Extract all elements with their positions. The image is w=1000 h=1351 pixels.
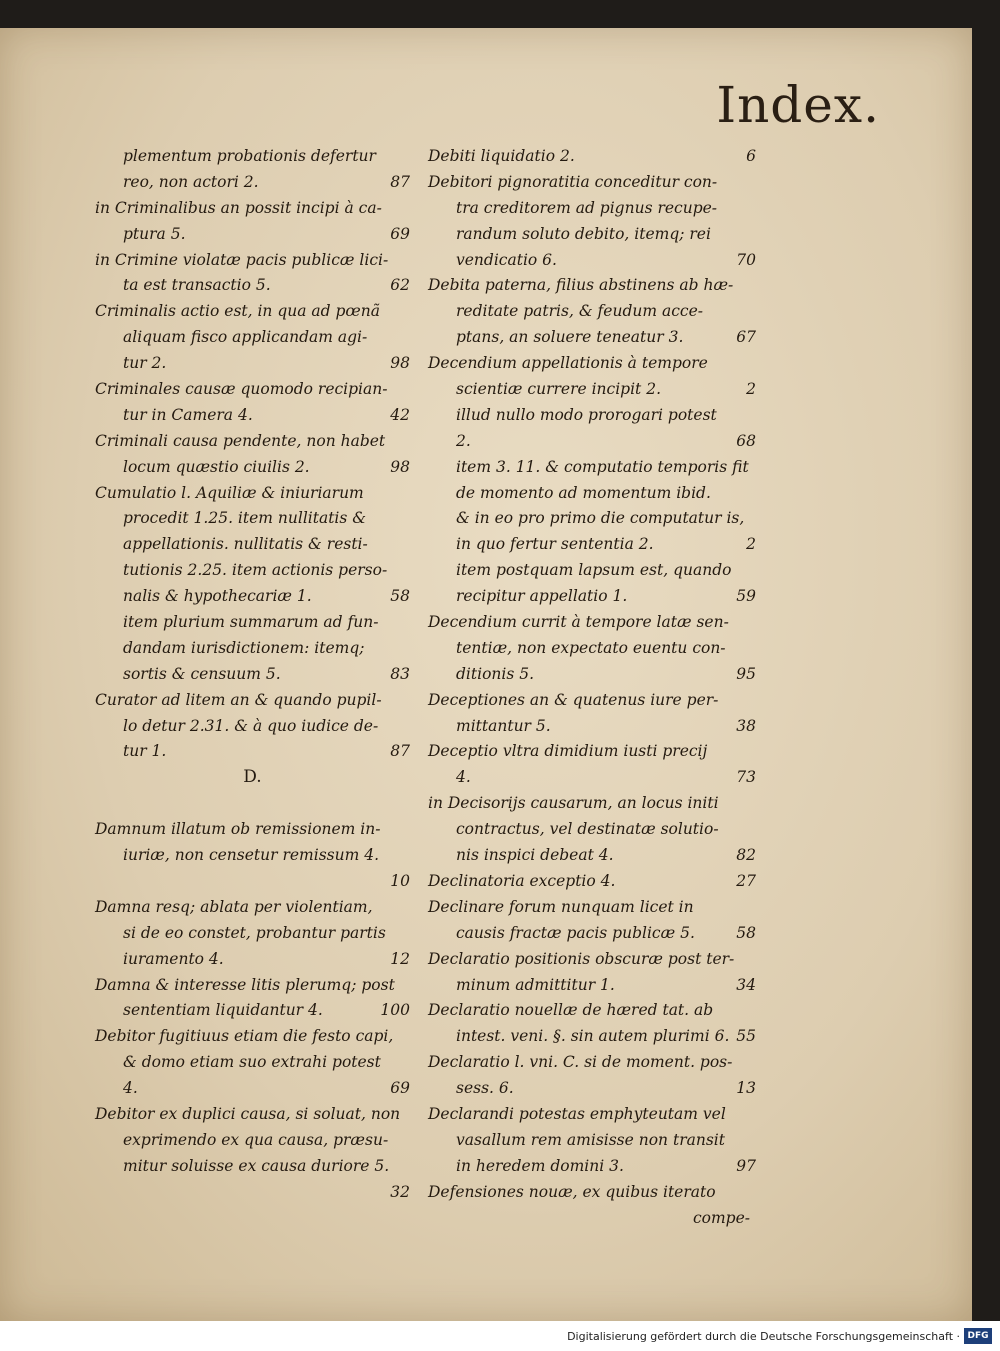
entry-line: sortis & censuum 5. (123, 664, 281, 683)
entry-line: 2. (456, 431, 471, 450)
entry-line: contractus, vel destinatæ solutio- (456, 820, 719, 839)
page-number: 27 (736, 871, 756, 890)
page-number: 12 (390, 949, 410, 968)
index-entry (428, 869, 756, 895)
entry-line: Criminalis actio est, in qua ad pœnã (95, 302, 380, 321)
entry-line: iuramento 4. (123, 949, 224, 968)
entry-line: tentiæ, non expectato euentu con- (456, 638, 726, 657)
entry-line: Declarandi potestas emphyteutam vel (428, 1104, 726, 1123)
entry-line: vasallum rem amisisse non transit (456, 1130, 725, 1149)
section-spacer (95, 791, 410, 817)
entry-line: Curator ad litem an & quando pupil- (95, 690, 382, 709)
entry-line: nis inspici debeat 4. (456, 846, 614, 865)
index-entry (428, 791, 756, 869)
page-number: 58 (390, 587, 410, 606)
entry-line: locum quæstio ciuilis 2. (123, 457, 310, 476)
entry-line: Cumulatio l. Aquiliæ & iniuriarum (95, 483, 364, 502)
index-entry (428, 610, 756, 688)
page-title: Index. (716, 76, 880, 134)
index-entry (95, 895, 410, 973)
entry-line: Damnum illatum ob remissionem in- (95, 820, 381, 839)
index-entry (95, 299, 410, 377)
entry-line: ptura 5. (123, 224, 186, 243)
page-number: 68 (736, 431, 756, 450)
index-entry (428, 170, 756, 274)
entry-line: Declinare forum nunquam licet in (428, 897, 694, 916)
entry-line: scientiæ currere incipit 2. (456, 380, 661, 399)
entry-line: dandam iurisdictionem: itemq; (123, 638, 365, 657)
entry-line: item postquam lapsum est, quando (456, 561, 732, 580)
entry-line: minum admittitur 1. (456, 975, 615, 994)
index-entry (428, 739, 756, 791)
entry-line: de momento ad momentum ibid. (456, 483, 711, 502)
entry-line: ta est transactio 5. (123, 276, 271, 295)
entry-line: 4. (123, 1079, 138, 1098)
dfg-logo-icon: DFG (964, 1328, 992, 1344)
page-number: 42 (390, 405, 410, 424)
entry-line: Debita paterna, filius abstinens ab hæ- (428, 276, 734, 295)
page-number: 69 (390, 1079, 410, 1098)
index-entry (95, 248, 410, 300)
entry-line: tra creditorem ad pignus recupe- (456, 198, 718, 217)
entry-line: & in eo pro primo die computatur is, (456, 509, 745, 528)
page-number: 2 (746, 380, 756, 399)
index-entry (428, 506, 756, 558)
entry-line: & domo etiam suo extrahi potest (123, 1053, 381, 1072)
entry-line: aliquam fisco applicandam agi- (123, 328, 368, 347)
index-entry (428, 998, 756, 1050)
page-number: 34 (736, 975, 756, 994)
index-entry (95, 481, 410, 610)
index-entry (428, 1206, 756, 1232)
page-number: 2 (746, 535, 756, 554)
page-number: 82 (736, 846, 756, 865)
entry-line: sententiam liquidantur 4. (123, 1001, 323, 1020)
index-entry (95, 196, 410, 248)
entry-line: Debiti liquidatio 2. (428, 147, 575, 165)
entry-line: in Crimine violatæ pacis publicæ lici- (95, 250, 389, 269)
page-number: 67 (736, 328, 756, 347)
index-entry (95, 817, 410, 895)
entry-line: Decendium currit à tempore latæ sen- (428, 613, 729, 632)
entry-line: reditate patris, & feudum acce- (456, 302, 703, 321)
entry-line: reo, non actori 2. (123, 172, 259, 191)
entry-line: intest. veni. §. sin autem plurimi 6. (456, 1027, 730, 1046)
entry-line: plementum probationis defertur (123, 147, 376, 165)
index-entry (95, 610, 410, 688)
entry-line: mittantur 5. (456, 716, 551, 735)
entry-line: Criminali causa pendente, non habet (95, 431, 386, 450)
index-entry (428, 1050, 756, 1102)
page-number: 98 (390, 457, 410, 476)
page-number: 95 (736, 664, 756, 683)
footer-bar (0, 1321, 1000, 1351)
entry-line: nalis & hypothecariæ 1. (123, 587, 312, 606)
index-entry (428, 351, 756, 403)
entry-line: sess. 6. (456, 1079, 514, 1098)
index-entry (95, 429, 410, 481)
entry-line: mitur soluisse ex causa duriore 5. (123, 1156, 390, 1175)
entry-line: Declaratio l. vni. C. si de moment. pos- (428, 1053, 733, 1072)
index-entry (428, 895, 756, 947)
page-number: 87 (390, 742, 410, 761)
index-entry (428, 1102, 756, 1180)
entry-line: tur 2. (123, 354, 167, 373)
page-number: 13 (736, 1079, 756, 1098)
entry-line: si de eo constet, probantur partis (123, 923, 386, 942)
entry-line: in quo fertur sententia 2. (456, 535, 654, 554)
entry-line: Damna resq; ablata per violentiam, (95, 897, 373, 916)
page-number: 6 (746, 147, 756, 165)
entry-line: in Decisorijs causarum, an locus initi (428, 794, 719, 813)
entry-line: Debitor ex duplici causa, si soluat, non (95, 1104, 401, 1123)
page-number: 69 (390, 224, 410, 243)
entry-line: Damna & interesse litis plerumq; post (95, 975, 395, 994)
page-number: 10 (390, 871, 410, 890)
page-number: 62 (390, 276, 410, 295)
scanned-page (0, 28, 972, 1321)
entry-line: lo detur 2.31. & à quo iudice de- (123, 716, 379, 735)
index-entry (95, 377, 410, 429)
page-number: 32 (390, 1182, 410, 1201)
entry-line: Declinatoria exceptio 4. (428, 871, 616, 890)
index-entry (428, 273, 756, 351)
entry-line: Deceptio vltra dimidium iusti precij (428, 742, 708, 761)
entry-line: randum soluto debito, itemq; rei (456, 224, 711, 243)
page-number: 58 (736, 923, 756, 942)
page-number: 59 (736, 587, 756, 606)
index-column-right (428, 144, 756, 1231)
entry-line: Defensiones nouæ, ex quibus iterato (428, 1182, 716, 1201)
entry-line: tutionis 2.25. item actionis perso- (123, 561, 388, 580)
entry-line: in Criminalibus an possit incipi à ca- (95, 198, 382, 217)
entry-line: compe- (692, 1208, 750, 1227)
entry-line: tur in Camera 4. (123, 405, 253, 424)
entry-line: exprimendo ex qua causa, præsu- (123, 1130, 389, 1149)
index-column-left (95, 144, 410, 1206)
entry-line: tur 1. (123, 742, 167, 761)
index-entry (428, 947, 756, 999)
page-number: 70 (736, 250, 756, 269)
entry-line: vendicatio 6. (456, 250, 557, 269)
page-number: 100 (380, 1001, 410, 1020)
entry-line: Deceptiones an & quatenus iure per- (428, 690, 719, 709)
page-number: 87 (390, 172, 410, 191)
page-number: 98 (390, 354, 410, 373)
entry-line: recipitur appellatio 1. (456, 587, 628, 606)
page-number: 38 (736, 716, 756, 735)
index-entry (428, 1180, 756, 1206)
index-entry (95, 1024, 410, 1102)
entry-line: Debitori pignoratitia conceditur con- (428, 172, 718, 191)
page-number: 83 (390, 664, 410, 683)
entry-line: Criminales causæ quomodo recipian- (95, 380, 388, 399)
entry-line: in heredem domini 3. (456, 1156, 624, 1175)
page-number: 55 (736, 1027, 756, 1046)
index-entry (95, 973, 410, 1025)
entry-line: item plurium summarum ad fun- (123, 613, 379, 632)
entry-line: illud nullo modo prorogari potest (456, 405, 717, 424)
page-number: 97 (736, 1156, 756, 1175)
index-entry (428, 688, 756, 740)
entry-line: causis fractæ pacis publicæ 5. (456, 923, 695, 942)
section-heading: D. (243, 767, 262, 788)
entry-line: iuriæ, non censetur remissum 4. (123, 846, 380, 865)
page-number: 73 (736, 768, 756, 787)
entry-line: ptans, an soluere teneatur 3. (456, 328, 684, 347)
index-entry (428, 144, 756, 170)
entry-line: item 3. 11. & computatio temporis fit (456, 457, 749, 476)
entry-line: Debitor fugitiuus etiam die festo capi, (95, 1027, 394, 1046)
index-entry (95, 688, 410, 766)
index-entry (428, 558, 756, 610)
entry-line: Decendium appellationis à tempore (428, 354, 708, 373)
entry-line: 4. (456, 768, 471, 787)
index-entry (428, 455, 756, 507)
index-entry (95, 1102, 410, 1206)
entry-line: ditionis 5. (456, 664, 535, 683)
index-entry (95, 144, 410, 196)
entry-line: Declaratio nouellæ de hæred tat. ab (428, 1001, 714, 1020)
footer-credit: Digitalisierung gefördert durch die Deutsche Forschungsgemeinschaft · (567, 1330, 960, 1343)
entry-line: procedit 1.25. item nullitatis & (123, 509, 367, 528)
entry-line: Declaratio positionis obscuræ post ter- (428, 949, 735, 968)
entry-line: appellationis. nullitatis & resti- (123, 535, 368, 554)
index-entry (428, 403, 756, 455)
